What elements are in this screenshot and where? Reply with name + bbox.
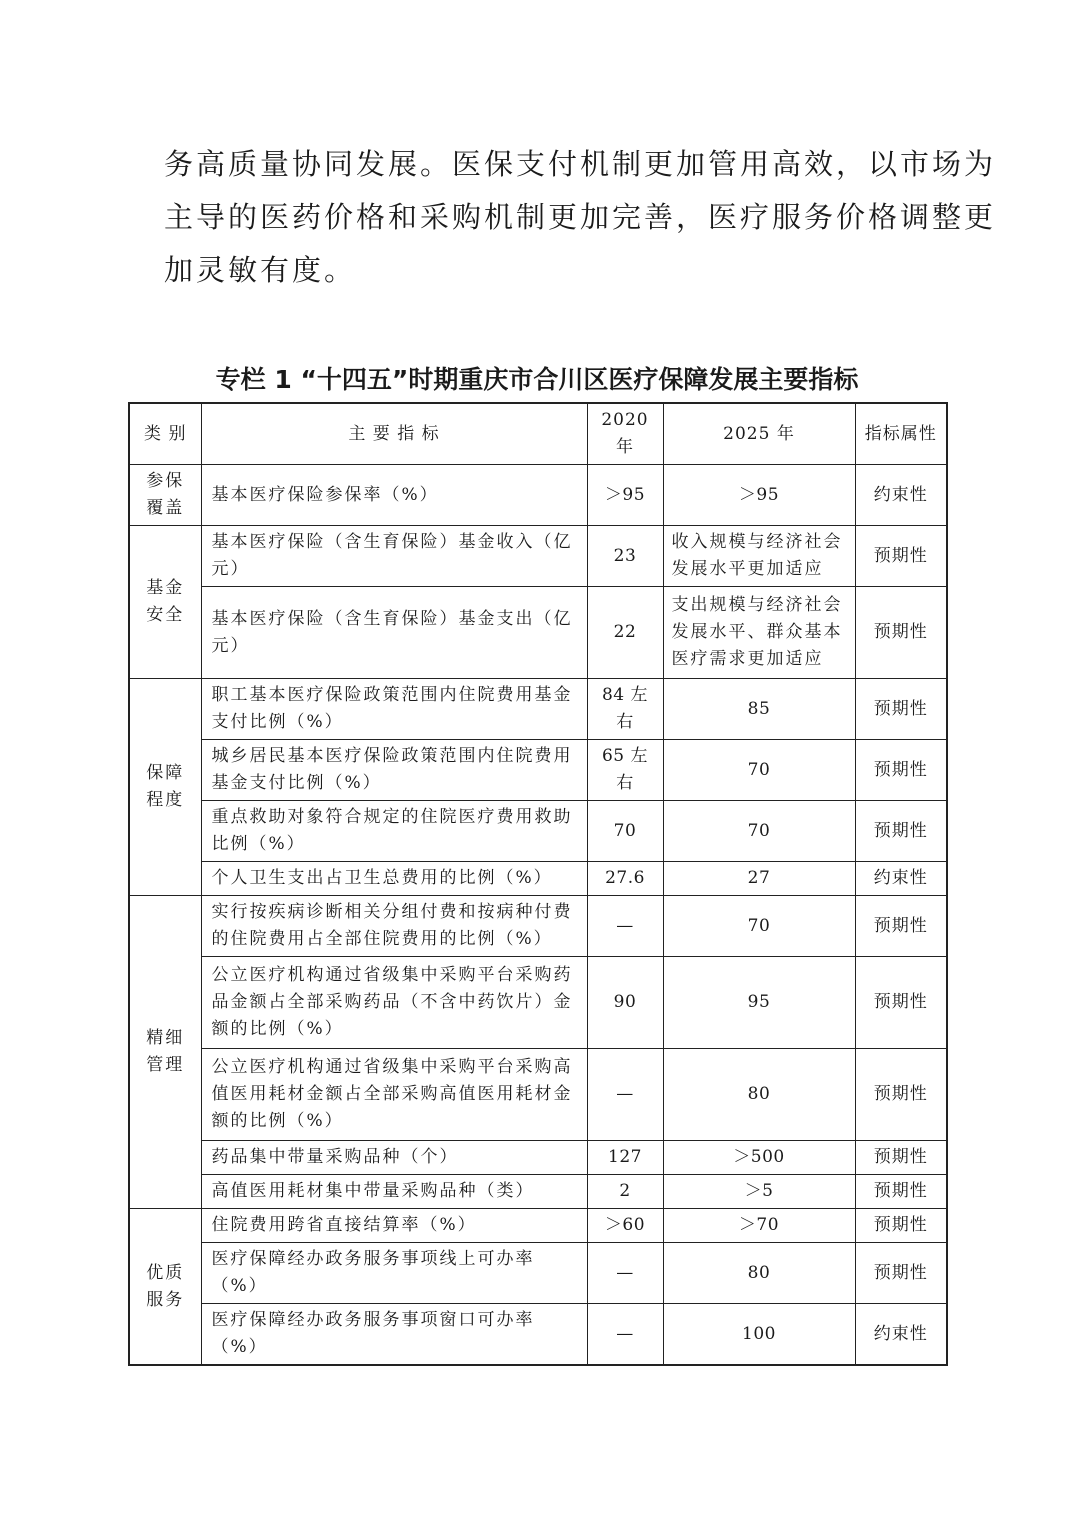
table-row — [129, 1243, 947, 1304]
attribute-cell: 预期性 — [855, 1141, 947, 1175]
table-row — [129, 1304, 947, 1366]
attribute-cell: 预期性 — [855, 1049, 947, 1141]
attribute-cell: 约束性 — [855, 862, 947, 896]
indicator-cell: 公立医疗机构通过省级集中采购平台采购高值医用耗材金额占全部采购高值医用耗材金额的比例（%） — [201, 1049, 587, 1141]
indicator-cell: 城乡居民基本医疗保险政策范围内住院费用基金支付比例（%） — [201, 740, 587, 801]
table-row — [129, 1175, 947, 1209]
indicator-cell: 住院费用跨省直接结算率（%） — [201, 1209, 587, 1243]
value-2025-cell: ＞95 — [663, 465, 855, 526]
value-2025-cell: 27 — [663, 862, 855, 896]
category-cell — [129, 1209, 201, 1366]
body-paragraph — [164, 138, 997, 297]
category-cell — [129, 465, 201, 526]
table-row — [129, 1049, 947, 1141]
value-2025-cell: 70 — [663, 801, 855, 862]
attribute-cell: 约束性 — [855, 465, 947, 526]
indicator-table — [128, 402, 948, 1366]
indicator-cell: 个人卫生支出占卫生总费用的比例（%） — [201, 862, 587, 896]
attribute-cell: 预期性 — [855, 526, 947, 587]
indicator-cell: 重点救助对象符合规定的住院医疗费用救助比例（%） — [201, 801, 587, 862]
value-2020-cell: ＞60 — [587, 1209, 663, 1243]
indicator-cell: 医疗保障经办政务服务事项线上可办率（%） — [201, 1243, 587, 1304]
table-row — [129, 896, 947, 957]
indicator-cell: 高值医用耗材集中带量采购品种（类） — [201, 1175, 587, 1209]
attribute-cell: 预期性 — [855, 679, 947, 740]
value-2020-cell: 127 — [587, 1141, 663, 1175]
attribute-cell: 预期性 — [855, 896, 947, 957]
category-label: 管理 — [146, 1055, 185, 1075]
attribute-cell: 预期性 — [855, 957, 947, 1049]
value-2020-cell: 22 — [587, 587, 663, 679]
table-body — [129, 465, 947, 1366]
value-2020-cell: 23 — [587, 526, 663, 587]
value-2025-cell: 85 — [663, 679, 855, 740]
paragraph-line: 加灵敏有度。 — [164, 253, 357, 287]
header-2020: 2020 年 — [587, 403, 663, 465]
table-row — [129, 526, 947, 587]
value-2020-cell: 27.6 — [587, 862, 663, 896]
value-2025-cell: 70 — [663, 740, 855, 801]
value-2020-cell: — — [587, 896, 663, 957]
value-2020-cell: — — [587, 1243, 663, 1304]
attribute-cell: 预期性 — [855, 1209, 947, 1243]
value-2025-cell: ＞500 — [663, 1141, 855, 1175]
value-2025-cell: 收入规模与经济社会发展水平更加适应 — [663, 526, 855, 587]
category-label: 基金 — [146, 578, 185, 598]
table-row — [129, 957, 947, 1049]
paragraph-line: 务高质量协同发展。医保支付机制更加管用高效，以市场为 — [164, 147, 997, 181]
value-2025-cell: 80 — [663, 1049, 855, 1141]
value-2020-cell: 90 — [587, 957, 663, 1049]
indicator-cell: 基本医疗保险（含生育保险）基金支出（亿元） — [201, 587, 587, 679]
category-label: 参保 — [146, 471, 185, 491]
attribute-cell: 预期性 — [855, 587, 947, 679]
table-row — [129, 1209, 947, 1243]
category-label: 安全 — [146, 605, 185, 625]
category-label: 服务 — [146, 1289, 185, 1310]
value-2025-cell: 100 — [663, 1304, 855, 1366]
category-cell — [129, 679, 201, 896]
table-row — [129, 801, 947, 862]
category-label: 程度 — [146, 790, 185, 810]
attribute-cell: 预期性 — [855, 1243, 947, 1304]
indicator-cell: 公立医疗机构通过省级集中采购平台采购药品金额占全部采购药品（不含中药饮片）金额的比例（%） — [201, 957, 587, 1049]
attribute-cell: 预期性 — [855, 740, 947, 801]
category-cell — [129, 896, 201, 1209]
value-2025-cell: 支出规模与经济社会发展水平、群众基本医疗需求更加适应 — [663, 587, 855, 679]
indicator-cell: 药品集中带量采购品种（个） — [201, 1141, 587, 1175]
value-2025-cell: ＞70 — [663, 1209, 855, 1243]
value-2025-cell: 80 — [663, 1243, 855, 1304]
category-cell — [129, 526, 201, 679]
value-2020-cell: — — [587, 1049, 663, 1141]
category-label: 保障 — [146, 763, 185, 783]
attribute-cell: 预期性 — [855, 1175, 947, 1209]
header-category: 类 别 — [129, 403, 201, 465]
header-indicator: 主 要 指 标 — [201, 403, 587, 465]
indicator-cell: 医疗保障经办政务服务事项窗口可办率（%） — [201, 1304, 587, 1366]
value-2020-cell: — — [587, 1304, 663, 1366]
value-2020-cell: 2 — [587, 1175, 663, 1209]
table-row — [129, 679, 947, 740]
attribute-cell: 预期性 — [855, 801, 947, 862]
table-row — [129, 1141, 947, 1175]
attribute-cell: 约束性 — [855, 1304, 947, 1366]
category-label: 优质 — [146, 1262, 185, 1283]
value-2020-cell: 84 左右 — [587, 679, 663, 740]
table-caption: 专栏 1 “十四五”时期重庆市合川区医疗保障发展主要指标 — [215, 365, 859, 394]
category-label: 覆盖 — [146, 498, 185, 518]
indicator-cell: 基本医疗保险参保率（%） — [201, 465, 587, 526]
table-row — [129, 862, 947, 896]
indicator-cell: 实行按疾病诊断相关分组付费和按病种付费的住院费用占全部住院费用的比例（%） — [201, 896, 587, 957]
header-attribute: 指标属性 — [855, 403, 947, 465]
value-2025-cell: ＞5 — [663, 1175, 855, 1209]
category-label: 精细 — [146, 1028, 185, 1048]
value-2025-cell: 70 — [663, 896, 855, 957]
paragraph-line: 主导的医药价格和采购机制更加完善，医疗服务价格调整更 — [164, 200, 997, 234]
value-2025-cell: 95 — [663, 957, 855, 1049]
value-2020-cell: ＞95 — [587, 465, 663, 526]
table-header-row — [129, 403, 947, 465]
header-2025: 2025 年 — [663, 403, 855, 465]
table-row — [129, 587, 947, 679]
indicator-cell: 职工基本医疗保险政策范围内住院费用基金支付比例（%） — [201, 679, 587, 740]
indicator-cell: 基本医疗保险（含生育保险）基金收入（亿元） — [201, 526, 587, 587]
value-2020-cell: 70 — [587, 801, 663, 862]
value-2020-cell: 65 左右 — [587, 740, 663, 801]
table-row — [129, 465, 947, 526]
table-row — [129, 740, 947, 801]
